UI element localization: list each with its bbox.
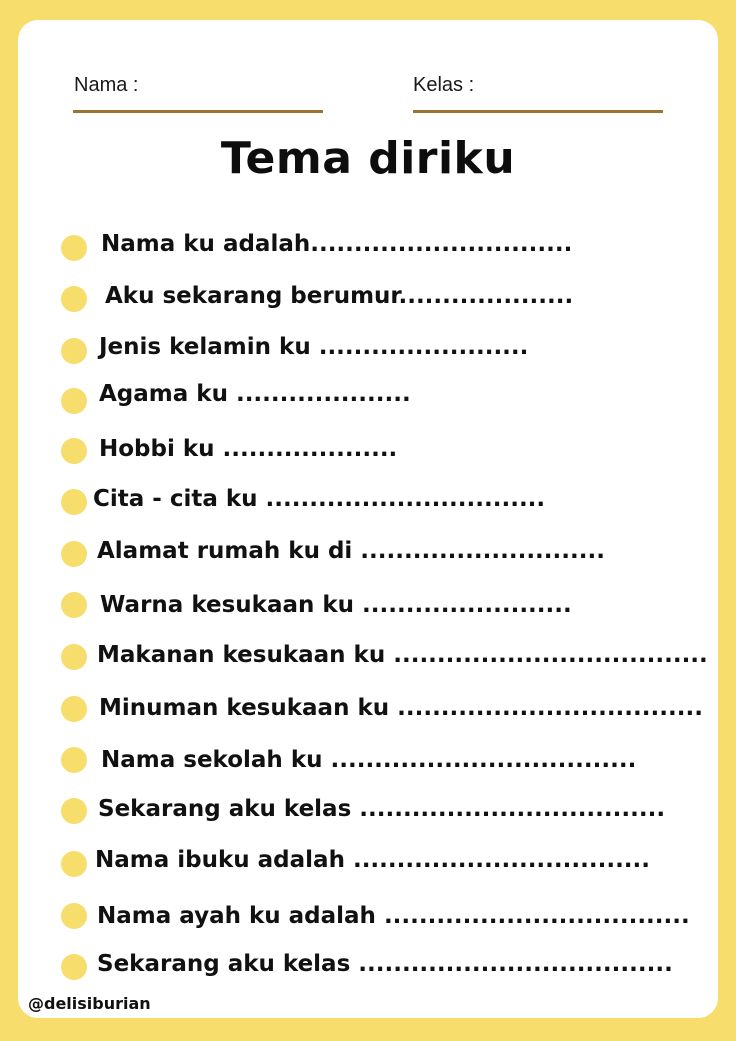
- name-field-line: [73, 110, 323, 113]
- page-title: Tema diriku: [220, 133, 516, 184]
- bullet-dot: [61, 798, 87, 824]
- author-handle: @delisiburian: [28, 994, 151, 1013]
- bullet-dot: [61, 903, 87, 929]
- question-item: Nama ku adalah..............................: [101, 231, 573, 257]
- bullet-dot: [61, 438, 87, 464]
- bullet-dot: [61, 747, 87, 773]
- bullet-dot: [61, 338, 87, 364]
- question-item: Aku sekarang berumur....................: [105, 283, 574, 309]
- question-item: Warna kesukaan ku ........................: [100, 592, 572, 618]
- bullet-dot: [61, 541, 87, 567]
- bullet-dot: [61, 644, 87, 670]
- question-item: Minuman kesukaan ku ...................................: [99, 695, 703, 721]
- bullet-dot: [61, 954, 87, 980]
- class-field-label: Kelas :: [413, 74, 475, 96]
- question-item: Makanan kesukaan ku ....................................: [97, 642, 708, 668]
- bullet-dot: [61, 851, 87, 877]
- question-item: Nama sekolah ku ...................................: [101, 747, 637, 773]
- question-item: Sekarang aku kelas ....................................: [97, 951, 673, 977]
- question-item: Alamat rumah ku di ............................: [97, 538, 605, 564]
- question-item: Nama ibuku adalah ..................................: [95, 847, 651, 873]
- bullet-dot: [61, 592, 87, 618]
- name-field-label: Nama :: [74, 74, 139, 96]
- question-item: Sekarang aku kelas ...................................: [98, 796, 666, 822]
- bullet-dot: [61, 489, 87, 515]
- question-item: Agama ku ....................: [99, 381, 411, 407]
- bullet-dot: [61, 388, 87, 414]
- bullet-dot: [61, 696, 87, 722]
- bullet-dot: [61, 286, 87, 312]
- question-item: Hobbi ku ....................: [99, 436, 398, 462]
- question-item: Cita - cita ku ................................: [93, 486, 546, 512]
- question-item: Jenis kelamin ku ........................: [99, 334, 529, 360]
- bullet-dot: [61, 235, 87, 261]
- question-item: Nama ayah ku adalah ...................................: [97, 903, 690, 929]
- class-field-line: [413, 110, 663, 113]
